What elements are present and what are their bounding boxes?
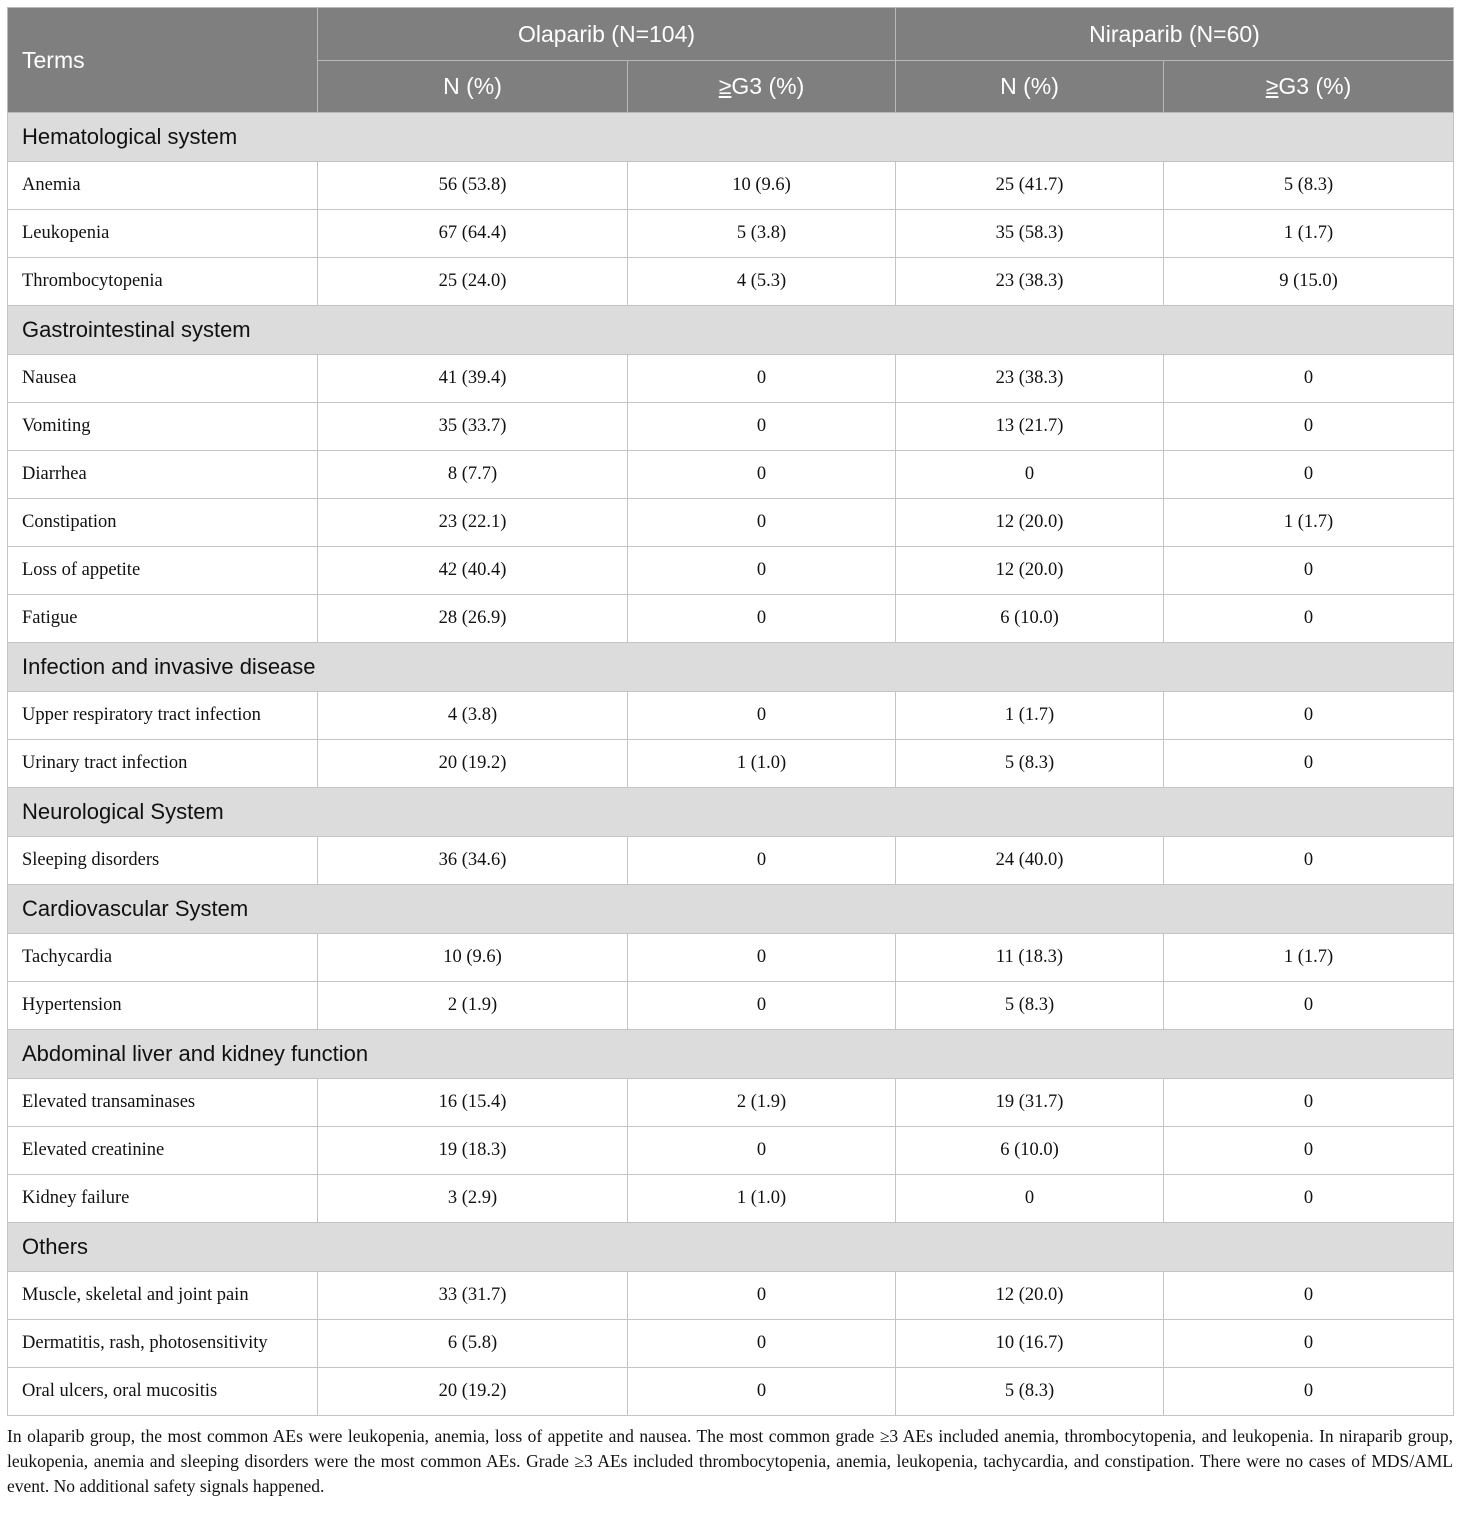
niraparib-g3-cell: 0 bbox=[1164, 1368, 1454, 1416]
olaparib-g3-cell: 0 bbox=[628, 595, 896, 643]
olaparib-g3-cell: 10 (9.6) bbox=[628, 162, 896, 210]
table-row bbox=[8, 547, 1454, 595]
term-cell: Dermatitis, rash, photosensitivity bbox=[8, 1320, 318, 1368]
olaparib-g3-cell: 0 bbox=[628, 692, 896, 740]
niraparib-n-pct-cell: 6 (10.0) bbox=[896, 1127, 1164, 1175]
term-cell: Muscle, skeletal and joint pain bbox=[8, 1272, 318, 1320]
table-row bbox=[8, 1175, 1454, 1223]
document bbox=[7, 7, 1453, 1499]
section-row bbox=[8, 788, 1454, 837]
niraparib-n-pct-cell: 19 (31.7) bbox=[896, 1079, 1164, 1127]
niraparib-g3-cell: 5 (8.3) bbox=[1164, 162, 1454, 210]
niraparib-n-pct-cell: 13 (21.7) bbox=[896, 403, 1164, 451]
header-g3-label: G3 (%) bbox=[731, 73, 805, 99]
niraparib-n-pct-cell: 5 (8.3) bbox=[896, 740, 1164, 788]
niraparib-g3-cell: 0 bbox=[1164, 355, 1454, 403]
olaparib-n-pct-cell: 3 (2.9) bbox=[318, 1175, 628, 1223]
header-terms: Terms bbox=[8, 8, 318, 113]
niraparib-g3-cell: 9 (15.0) bbox=[1164, 258, 1454, 306]
term-cell: Anemia bbox=[8, 162, 318, 210]
section-title: Others bbox=[8, 1223, 1454, 1272]
section-title: Neurological System bbox=[8, 788, 1454, 837]
table-body bbox=[8, 113, 1454, 1416]
table-row bbox=[8, 499, 1454, 547]
niraparib-g3-cell: 0 bbox=[1164, 547, 1454, 595]
table-row bbox=[8, 258, 1454, 306]
olaparib-g3-cell: 0 bbox=[628, 547, 896, 595]
ge-symbol: ≥ bbox=[1265, 73, 1279, 99]
table-row bbox=[8, 595, 1454, 643]
section-title: Gastrointestinal system bbox=[8, 306, 1454, 355]
ge-symbol: ≥ bbox=[718, 73, 732, 99]
olaparib-g3-cell: 1 (1.0) bbox=[628, 740, 896, 788]
olaparib-n-pct-cell: 16 (15.4) bbox=[318, 1079, 628, 1127]
niraparib-g3-cell: 0 bbox=[1164, 740, 1454, 788]
olaparib-n-pct-cell: 4 (3.8) bbox=[318, 692, 628, 740]
olaparib-n-pct-cell: 8 (7.7) bbox=[318, 451, 628, 499]
niraparib-n-pct-cell: 12 (20.0) bbox=[896, 1272, 1164, 1320]
section-title: Infection and invasive disease bbox=[8, 643, 1454, 692]
olaparib-n-pct-cell: 19 (18.3) bbox=[318, 1127, 628, 1175]
olaparib-n-pct-cell: 10 (9.6) bbox=[318, 934, 628, 982]
table-row bbox=[8, 934, 1454, 982]
olaparib-n-pct-cell: 56 (53.8) bbox=[318, 162, 628, 210]
niraparib-g3-cell: 0 bbox=[1164, 837, 1454, 885]
header-niraparib-n-pct: N (%) bbox=[896, 61, 1164, 113]
niraparib-n-pct-cell: 24 (40.0) bbox=[896, 837, 1164, 885]
niraparib-n-pct-cell: 25 (41.7) bbox=[896, 162, 1164, 210]
niraparib-g3-cell: 0 bbox=[1164, 1320, 1454, 1368]
olaparib-g3-cell: 0 bbox=[628, 1272, 896, 1320]
olaparib-n-pct-cell: 20 (19.2) bbox=[318, 740, 628, 788]
niraparib-n-pct-cell: 23 (38.3) bbox=[896, 258, 1164, 306]
term-cell: Kidney failure bbox=[8, 1175, 318, 1223]
niraparib-n-pct-cell: 11 (18.3) bbox=[896, 934, 1164, 982]
olaparib-g3-cell: 0 bbox=[628, 499, 896, 547]
niraparib-n-pct-cell: 0 bbox=[896, 1175, 1164, 1223]
olaparib-g3-cell: 0 bbox=[628, 934, 896, 982]
niraparib-n-pct-cell: 35 (58.3) bbox=[896, 210, 1164, 258]
niraparib-g3-cell: 0 bbox=[1164, 403, 1454, 451]
section-row bbox=[8, 885, 1454, 934]
olaparib-g3-cell: 0 bbox=[628, 403, 896, 451]
table-footnote: In olaparib group, the most common AEs were leukopenia, anemia, loss of appetite and nausea. The most common grade ≥3 AEs included anemia, thrombocytopenia, and leukopenia. In niraparib group, leukopenia, anemia and sleeping disorders were the most common AEs. Grade ≥3 AEs included thrombocytopenia, anemia, leukopenia, tachycardia, and constipation. There were no cases of MDS/AML event. No additional safety signals happened. bbox=[7, 1426, 1453, 1496]
section-row bbox=[8, 643, 1454, 692]
table-header bbox=[8, 8, 1454, 113]
term-cell: Leukopenia bbox=[8, 210, 318, 258]
olaparib-n-pct-cell: 41 (39.4) bbox=[318, 355, 628, 403]
olaparib-n-pct-cell: 67 (64.4) bbox=[318, 210, 628, 258]
olaparib-n-pct-cell: 25 (24.0) bbox=[318, 258, 628, 306]
olaparib-g3-cell: 0 bbox=[628, 837, 896, 885]
olaparib-g3-cell: 0 bbox=[628, 451, 896, 499]
section-row bbox=[8, 1223, 1454, 1272]
table-row bbox=[8, 403, 1454, 451]
olaparib-n-pct-cell: 20 (19.2) bbox=[318, 1368, 628, 1416]
olaparib-g3-cell: 0 bbox=[628, 1368, 896, 1416]
niraparib-n-pct-cell: 10 (16.7) bbox=[896, 1320, 1164, 1368]
section-row bbox=[8, 306, 1454, 355]
term-cell: Urinary tract infection bbox=[8, 740, 318, 788]
term-cell: Upper respiratory tract infection bbox=[8, 692, 318, 740]
header-niraparib-g3 bbox=[1164, 61, 1454, 113]
niraparib-g3-cell: 1 (1.7) bbox=[1164, 210, 1454, 258]
niraparib-g3-cell: 0 bbox=[1164, 451, 1454, 499]
niraparib-n-pct-cell: 5 (8.3) bbox=[896, 1368, 1164, 1416]
niraparib-n-pct-cell: 12 (20.0) bbox=[896, 547, 1164, 595]
table-row bbox=[8, 355, 1454, 403]
olaparib-g3-cell: 2 (1.9) bbox=[628, 1079, 896, 1127]
table-row bbox=[8, 982, 1454, 1030]
olaparib-g3-cell: 5 (3.8) bbox=[628, 210, 896, 258]
term-cell: Oral ulcers, oral mucositis bbox=[8, 1368, 318, 1416]
niraparib-g3-cell: 0 bbox=[1164, 1127, 1454, 1175]
term-cell: Hypertension bbox=[8, 982, 318, 1030]
olaparib-n-pct-cell: 28 (26.9) bbox=[318, 595, 628, 643]
term-cell: Elevated creatinine bbox=[8, 1127, 318, 1175]
niraparib-g3-cell: 0 bbox=[1164, 595, 1454, 643]
header-olaparib-n-pct: N (%) bbox=[318, 61, 628, 113]
olaparib-g3-cell: 0 bbox=[628, 355, 896, 403]
olaparib-n-pct-cell: 2 (1.9) bbox=[318, 982, 628, 1030]
olaparib-g3-cell: 0 bbox=[628, 1127, 896, 1175]
niraparib-n-pct-cell: 6 (10.0) bbox=[896, 595, 1164, 643]
niraparib-n-pct-cell: 1 (1.7) bbox=[896, 692, 1164, 740]
niraparib-g3-cell: 0 bbox=[1164, 692, 1454, 740]
niraparib-g3-cell: 1 (1.7) bbox=[1164, 934, 1454, 982]
table-row bbox=[8, 451, 1454, 499]
header-group-olaparib: Olaparib (N=104) bbox=[318, 8, 896, 61]
niraparib-g3-cell: 0 bbox=[1164, 1079, 1454, 1127]
table-row bbox=[8, 162, 1454, 210]
olaparib-n-pct-cell: 36 (34.6) bbox=[318, 837, 628, 885]
header-group-niraparib: Niraparib (N=60) bbox=[896, 8, 1454, 61]
niraparib-g3-cell: 0 bbox=[1164, 1272, 1454, 1320]
table-row bbox=[8, 210, 1454, 258]
header-g3-label: G3 (%) bbox=[1278, 73, 1352, 99]
term-cell: Tachycardia bbox=[8, 934, 318, 982]
term-cell: Diarrhea bbox=[8, 451, 318, 499]
niraparib-n-pct-cell: 5 (8.3) bbox=[896, 982, 1164, 1030]
table-row bbox=[8, 740, 1454, 788]
section-title: Cardiovascular System bbox=[8, 885, 1454, 934]
olaparib-g3-cell: 0 bbox=[628, 1320, 896, 1368]
table-row bbox=[8, 1368, 1454, 1416]
section-title: Abdominal liver and kidney function bbox=[8, 1030, 1454, 1079]
olaparib-g3-cell: 4 (5.3) bbox=[628, 258, 896, 306]
term-cell: Sleeping disorders bbox=[8, 837, 318, 885]
table-row bbox=[8, 692, 1454, 740]
adverse-events-table bbox=[7, 7, 1454, 1416]
niraparib-n-pct-cell: 12 (20.0) bbox=[896, 499, 1164, 547]
table-row bbox=[8, 1079, 1454, 1127]
term-cell: Thrombocytopenia bbox=[8, 258, 318, 306]
section-title: Hematological system bbox=[8, 113, 1454, 162]
table-row bbox=[8, 1320, 1454, 1368]
niraparib-g3-cell: 0 bbox=[1164, 982, 1454, 1030]
section-row bbox=[8, 1030, 1454, 1079]
term-cell: Fatigue bbox=[8, 595, 318, 643]
olaparib-g3-cell: 0 bbox=[628, 982, 896, 1030]
olaparib-n-pct-cell: 33 (31.7) bbox=[318, 1272, 628, 1320]
section-row bbox=[8, 113, 1454, 162]
header-olaparib-g3 bbox=[628, 61, 896, 113]
olaparib-n-pct-cell: 6 (5.8) bbox=[318, 1320, 628, 1368]
olaparib-n-pct-cell: 35 (33.7) bbox=[318, 403, 628, 451]
niraparib-g3-cell: 0 bbox=[1164, 1175, 1454, 1223]
table-row bbox=[8, 1127, 1454, 1175]
term-cell: Vomiting bbox=[8, 403, 318, 451]
table-row bbox=[8, 837, 1454, 885]
olaparib-n-pct-cell: 23 (22.1) bbox=[318, 499, 628, 547]
term-cell: Nausea bbox=[8, 355, 318, 403]
niraparib-n-pct-cell: 0 bbox=[896, 451, 1164, 499]
term-cell: Loss of appetite bbox=[8, 547, 318, 595]
term-cell: Constipation bbox=[8, 499, 318, 547]
olaparib-g3-cell: 1 (1.0) bbox=[628, 1175, 896, 1223]
niraparib-g3-cell: 1 (1.7) bbox=[1164, 499, 1454, 547]
niraparib-n-pct-cell: 23 (38.3) bbox=[896, 355, 1164, 403]
olaparib-n-pct-cell: 42 (40.4) bbox=[318, 547, 628, 595]
term-cell: Elevated transaminases bbox=[8, 1079, 318, 1127]
table-row bbox=[8, 1272, 1454, 1320]
